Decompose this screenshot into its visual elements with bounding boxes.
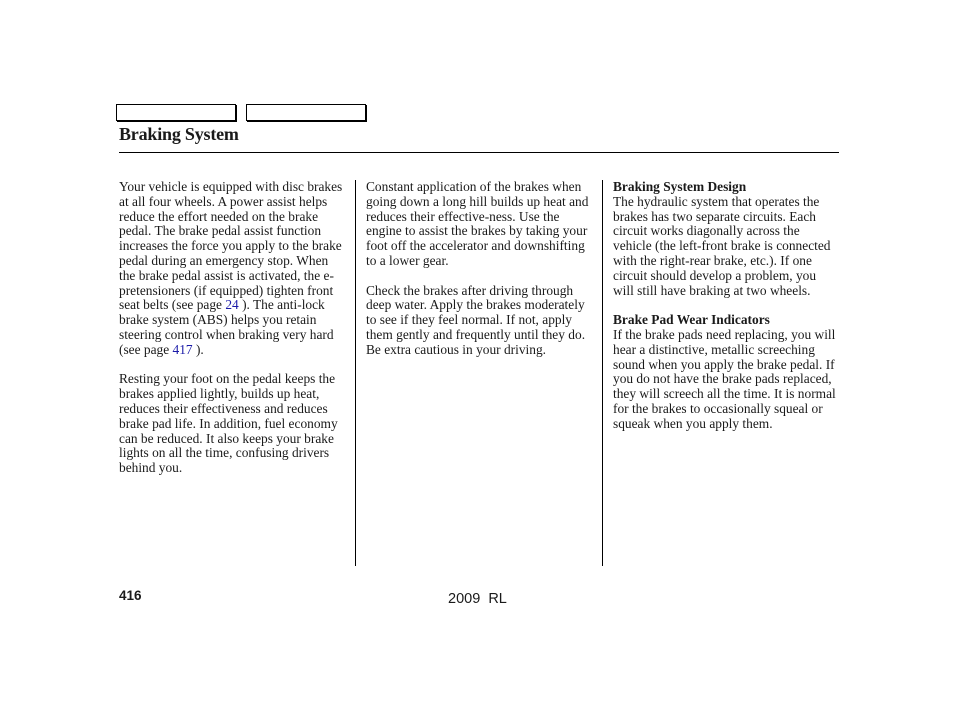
- title-divider: [119, 152, 839, 153]
- paragraph-text: Your vehicle is equipped with disc brakes at all four wheels. A power assist helps reduce the effort needed on the brake pedal. The brake pedal assist function increases the force you apply to the brake pedal during an emergency stop. When the brake pedal assist is activated, the e-pretensioners (if equipped) tighten front seat belts (see page: [119, 179, 343, 313]
- section-heading: Braking System Design: [613, 179, 747, 194]
- paragraph-resting-foot: Resting your foot on the pedal keeps the brakes applied lightly, builds up heat, reduces their effectiveness and reduces brake pad life. In addition, fuel economy can be reduced. It also keeps your brake lights on all the time, confusing drivers behind you.: [119, 371, 338, 476]
- section-braking-system-design: [613, 180, 839, 298]
- paragraph-deep-water: Check the brakes after driving through deep water. Apply the brakes moderately to see if they feel normal. If not, apply them gently and frequently until they do. Be extra cautious in your driving.: [366, 282, 586, 357]
- page-link-24[interactable]: 24: [225, 297, 239, 313]
- paragraph-text: ).: [192, 341, 204, 357]
- paragraph-text: If the brake pads need replacing, you will hear a distinctive, metallic screeching sound when you apply the brake pedal. If you do not have the brake pads replaced, they will screech all the time. It is normal for the brakes to occasionally squeal or squeak when you apply them.: [613, 326, 836, 431]
- page-title: Braking System: [119, 124, 239, 144]
- section-brake-pad-wear: [613, 313, 839, 431]
- column-divider: [602, 180, 603, 566]
- paragraph-text: ). The anti-lock brake system (ABS) helps you retain steering control when braking very hard (see page: [119, 297, 334, 357]
- text-column-1: [119, 180, 345, 491]
- paragraph-long-hill: Constant application of the brakes when going down a long hill builds up heat and reduces their effective-ness. Use the engine to assist the brakes by taking your foot off the accelerator and downshifting to a lower gear.: [366, 179, 589, 268]
- page-link-417[interactable]: 417: [172, 341, 193, 357]
- page-number: 416: [119, 588, 142, 603]
- previous-page-button[interactable]: [116, 104, 236, 121]
- footer-model-name: 2009 RL: [448, 591, 507, 607]
- text-column-2: [366, 180, 592, 372]
- paragraph-brake-assist: [119, 180, 345, 358]
- next-page-button[interactable]: [246, 104, 366, 121]
- paragraph-text: The hydraulic system that operates the brakes has two separate circuits. Each circuit works diagonally across the vehicle (the left-front brake is connected with the right-rear brake, etc.). If one circuit should develop a problem, you will still have braking at two wheels.: [613, 193, 831, 298]
- text-column-3: [613, 180, 839, 446]
- section-heading: Brake Pad Wear Indicators: [613, 312, 770, 328]
- column-divider: [355, 180, 356, 566]
